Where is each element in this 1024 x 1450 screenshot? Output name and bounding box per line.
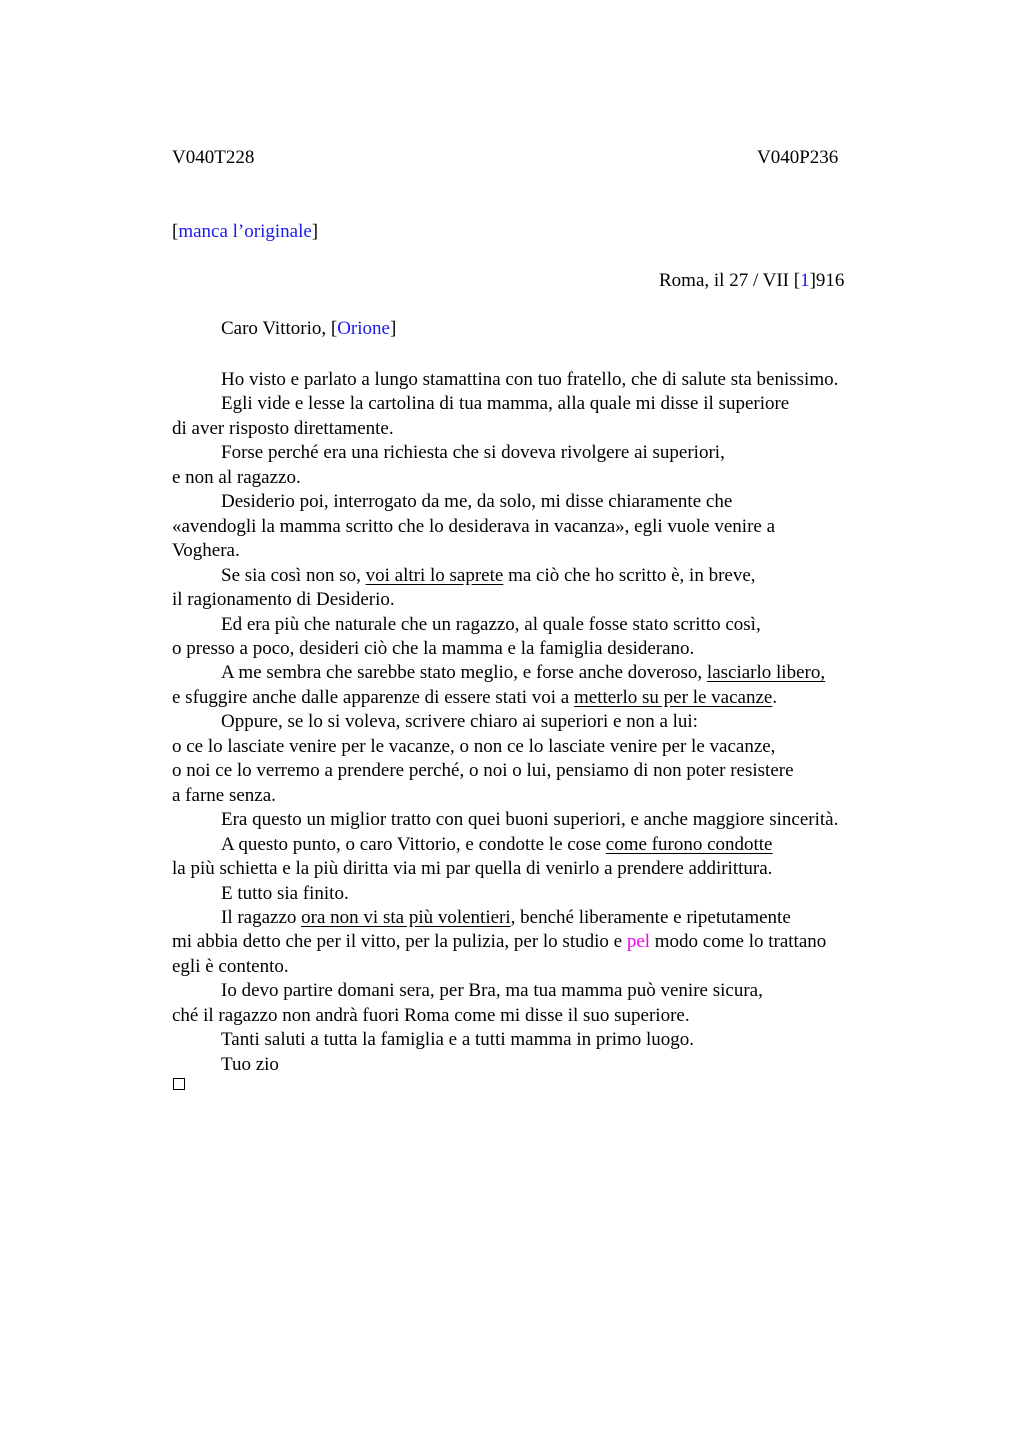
body-line: Tanti saluti a tutta la famiglia e a tutti mamma in primo luogo. bbox=[221, 1029, 695, 1051]
salutation bbox=[221, 318, 396, 340]
document-code-left: V040T228 bbox=[172, 147, 255, 168]
body-line: ché il ragazzo non andrà fuori Roma come mi disse il suo superiore. bbox=[172, 1004, 690, 1026]
text-run: ma ciò che ho scritto è, in breve, bbox=[503, 564, 756, 586]
body-line: Forse perché era una richiesta che si doveva rivolgere ai superiori, bbox=[221, 442, 725, 464]
body-line bbox=[172, 564, 912, 588]
body-line bbox=[172, 906, 912, 930]
text-run: . bbox=[772, 686, 778, 708]
body-line bbox=[172, 661, 912, 685]
salutation-prefix: Caro Vittorio, [ bbox=[221, 318, 338, 339]
text-run: modo come lo trattano bbox=[650, 931, 827, 953]
body-line: o noi ce lo verremo a prendere perché, o noi o lui, pensiamo di non poter resistere bbox=[172, 760, 794, 782]
body-line: la più schietta e la più diritta via mi par quella di venirlo a prendere addirittura. bbox=[172, 858, 773, 880]
underlined-phrase: voi altri lo saprete bbox=[365, 564, 504, 586]
body-line bbox=[172, 833, 912, 857]
body-line: o presso a poco, desideri ciò che la mamma e la famiglia desiderano. bbox=[172, 637, 695, 659]
underlined-phrase: lasciarlo libero, bbox=[706, 662, 826, 684]
editorial-note bbox=[172, 221, 318, 243]
text-run: mi abbia detto che per il vitto, per la pulizia, per lo studio e bbox=[172, 931, 627, 953]
body-line: E tutto sia finito. bbox=[221, 882, 349, 904]
text-run: A questo punto, o caro Vittorio, e condotte le cose bbox=[221, 833, 606, 855]
body-line: o ce lo lasciate venire per le vacanze, o non ce lo lasciate venire per le vacanze, bbox=[172, 735, 776, 757]
underlined-phrase: metterlo su per le vacanze bbox=[573, 686, 773, 708]
body-line: «avendogli la mamma scritto che lo desiderava in vacanza», egli vuole venire a bbox=[172, 515, 776, 537]
place-date-suffix: ]916 bbox=[809, 270, 845, 291]
place-date bbox=[659, 270, 844, 292]
body-line: il ragionamento di Desiderio. bbox=[172, 589, 395, 611]
body-line: Voghera. bbox=[172, 540, 240, 562]
text-run: A me sembra che sarebbe stato meglio, e forse anche doveroso, bbox=[221, 662, 707, 684]
text-run: Se sia così non so, bbox=[221, 564, 366, 586]
letter-body bbox=[172, 368, 912, 1077]
note-bracket-close: ] bbox=[311, 221, 319, 242]
salutation-suffix: ] bbox=[389, 318, 397, 339]
variant-reading: pel bbox=[626, 931, 651, 953]
body-line: Desiderio poi, interrogato da me, da solo, mi disse chiaramente che bbox=[221, 491, 733, 513]
underlined-phrase: ora non vi sta più volentieri bbox=[301, 906, 511, 928]
square-outline-icon bbox=[173, 1078, 185, 1090]
year-correction: 1 bbox=[800, 270, 810, 291]
text-run: Il ragazzo bbox=[221, 906, 302, 928]
body-line: a farne senza. bbox=[172, 784, 276, 806]
body-line bbox=[172, 686, 912, 710]
body-line: Egli vide e lesse la cartolina di tua mamma, alla quale mi disse il superiore bbox=[221, 393, 790, 415]
body-line: di aver risposto direttamente. bbox=[172, 417, 394, 439]
document-code-right: V040P236 bbox=[757, 147, 839, 168]
body-line: Ed era più che naturale che un ragazzo, al quale fosse stato scritto così, bbox=[221, 613, 761, 635]
body-line: Ho visto e parlato a lungo stamattina con tuo fratello, che di salute sta benissimo. bbox=[221, 369, 839, 390]
note-text: manca l’originale bbox=[178, 221, 312, 242]
body-line: Io devo partire domani sera, per Bra, ma tua mamma può venire sicura, bbox=[221, 980, 763, 1002]
body-line: Era questo un miglior tratto con quei buoni superiori, e anche maggiore sincerità. bbox=[221, 809, 839, 831]
closing-signature: Tuo zio bbox=[221, 1053, 279, 1075]
note-bracket-open: [ bbox=[172, 221, 179, 242]
text-run: , benché liberamente e ripetutamente bbox=[510, 906, 791, 928]
body-line: e non al ragazzo. bbox=[172, 466, 301, 488]
underlined-phrase: come furono condotte bbox=[605, 833, 773, 855]
body-line: egli è contento. bbox=[172, 955, 289, 977]
body-line: Oppure, se lo si voleva, scrivere chiaro ai superiori e non a lui: bbox=[221, 711, 698, 733]
body-line bbox=[172, 930, 912, 954]
author-name: Orione bbox=[337, 318, 390, 339]
place-date-prefix: Roma, il 27 / VII [ bbox=[659, 270, 801, 291]
text-run: e sfuggire anche dalle apparenze di essere stati voi a bbox=[172, 686, 574, 708]
